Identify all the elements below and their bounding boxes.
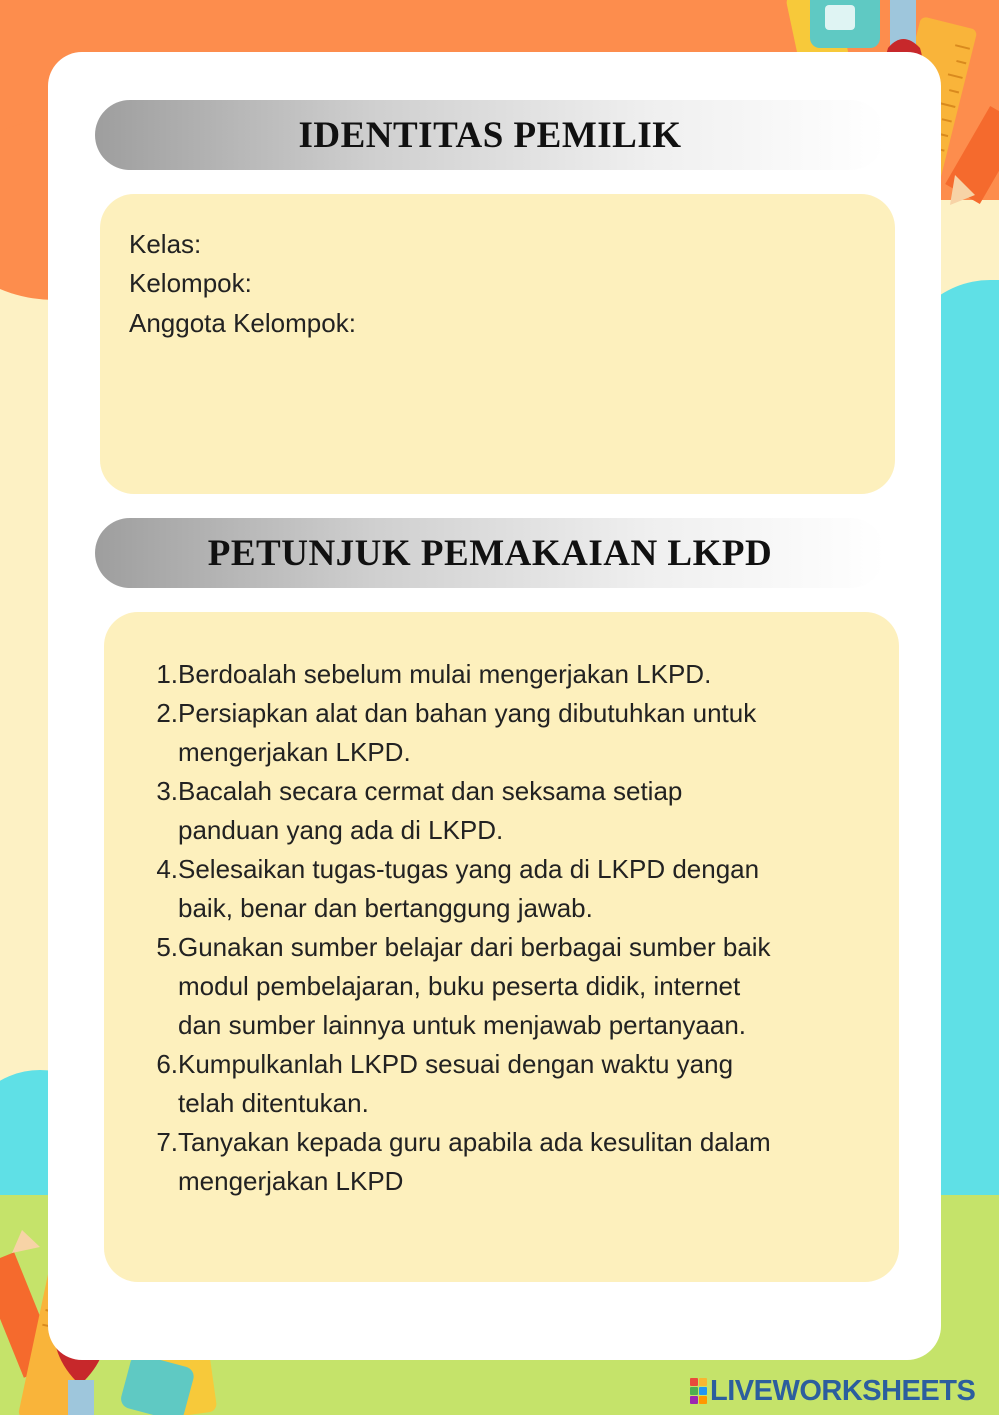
instructions-title: PETUNJUK PEMAKAIAN LKPD [207,532,773,574]
identity-header [95,100,885,170]
item-text: Gunakan sumber belajar dari berbagai sumber baik modul pembelajaran, buku peserta didik, internet dan sumber lainnya untuk menjawab pertanyaan. [178,932,771,1040]
item-text: Tanyakan kepada guru apabila ada kesulitan dalam mengerjakan LKPD [178,1127,771,1196]
field-kelas: Kelas: [129,229,202,259]
item-number: 3. [156,776,178,806]
item-text: Bacalah secara cermat dan seksama setiap panduan yang ada di LKPD. [178,776,683,845]
item-number: 5. [156,932,178,962]
item-number: 2. [156,698,178,728]
list-item [146,928,886,1045]
list-item [146,772,886,850]
item-number: 1. [156,659,178,689]
item-text: Kumpulkanlah LKPD sesuai dengan waktu yang telah ditentukan. [178,1049,734,1118]
liveworksheets-logo[interactable] [690,1374,975,1408]
item-number: 6. [156,1049,178,1079]
list-item [146,1123,886,1201]
list-item [146,850,886,928]
item-number: 7. [156,1127,178,1157]
identity-panel [100,194,895,494]
field-kelompok: Kelompok: [129,268,252,298]
instructions-list [146,655,886,1201]
item-text: Selesaikan tugas-tugas yang ada di LKPD dengan baik, benar dan bertanggung jawab. [178,854,760,923]
list-item [146,1045,886,1123]
list-item [146,694,886,772]
instructions-header [95,518,885,588]
item-text: Persiapkan alat dan bahan yang dibutuhkan untuk mengerjakan LKPD. [178,698,757,767]
item-text: Berdoalah sebelum mulai mengerjakan LKPD. [178,659,712,689]
logo-icon [690,1378,707,1404]
field-anggota-kelompok: Anggota Kelompok: [129,308,356,338]
list-item [146,655,886,694]
item-number: 4. [156,854,178,884]
logo-text: LIVEWORKSHEETS [710,1374,976,1407]
sharpener-icon [810,0,880,48]
identity-title: IDENTITAS PEMILIK [298,114,682,156]
